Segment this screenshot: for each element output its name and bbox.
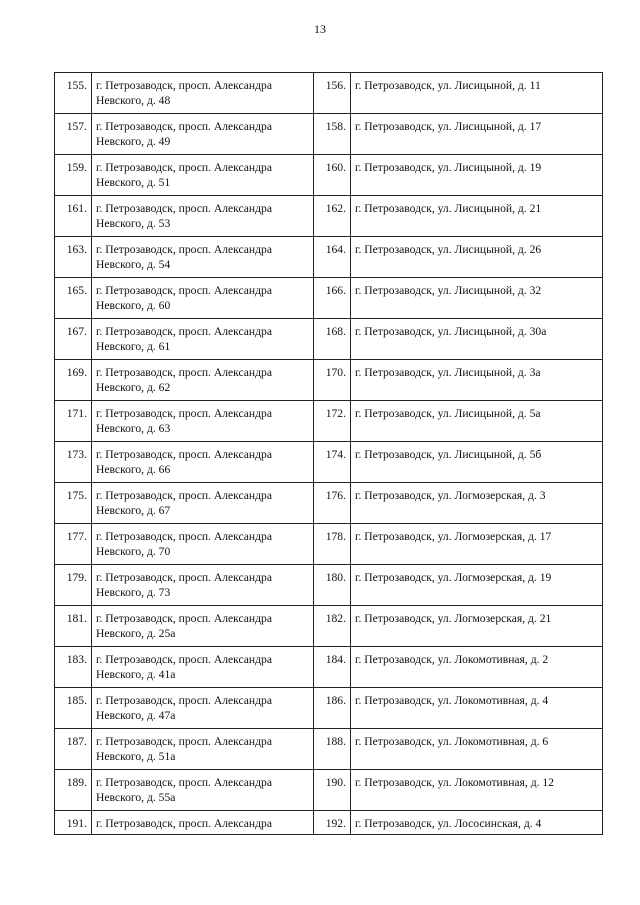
row-number-left: 155. [55,73,92,114]
row-number-right: 170. [314,360,351,401]
row-number-left: 169. [55,360,92,401]
table-row [55,483,603,524]
address-left: г. Петрозаводск, просп. Александра Невского, д. 62 [92,360,314,401]
address-left: г. Петрозаводск, просп. Александра Невского, д. 41а [92,647,314,688]
row-number-right: 192. [314,811,351,835]
row-number-left: 183. [55,647,92,688]
address-right: г. Петрозаводск, ул. Лисицыной, д. 32 [351,278,603,319]
row-number-right: 186. [314,688,351,729]
address-right: г. Петрозаводск, ул. Лисицыной, д. 11 [351,73,603,114]
address-right: г. Петрозаводск, ул. Логмозерская, д. 19 [351,565,603,606]
address-right: г. Петрозаводск, ул. Лисицыной, д. 26 [351,237,603,278]
row-number-left: 189. [55,770,92,811]
table-row [55,524,603,565]
address-left: г. Петрозаводск, просп. Александра Невского, д. 70 [92,524,314,565]
address-left: г. Петрозаводск, просп. Александра Невского, д. 60 [92,278,314,319]
row-number-right: 168. [314,319,351,360]
row-number-right: 178. [314,524,351,565]
table-row [55,811,603,835]
row-number-right: 172. [314,401,351,442]
row-number-right: 184. [314,647,351,688]
row-number-right: 162. [314,196,351,237]
address-left: г. Петрозаводск, просп. Александра Невского, д. 54 [92,237,314,278]
row-number-right: 166. [314,278,351,319]
address-right: г. Петрозаводск, ул. Логмозерская, д. 21 [351,606,603,647]
table-row [55,729,603,770]
address-right: г. Петрозаводск, ул. Локомотивная, д. 4 [351,688,603,729]
row-number-right: 182. [314,606,351,647]
address-right: г. Петрозаводск, ул. Лососинская, д. 4 [351,811,603,835]
address-left: г. Петрозаводск, просп. Александра Невского, д. 63 [92,401,314,442]
row-number-right: 180. [314,565,351,606]
table-row [55,606,603,647]
address-right: г. Петрозаводск, ул. Лисицыной, д. 30а [351,319,603,360]
address-right: г. Петрозаводск, ул. Лисицыной, д. 5а [351,401,603,442]
row-number-left: 175. [55,483,92,524]
address-table-body [55,73,603,835]
row-number-left: 187. [55,729,92,770]
table-row [55,237,603,278]
address-left: г. Петрозаводск, просп. Александра Невского, д. 49 [92,114,314,155]
row-number-left: 181. [55,606,92,647]
address-right: г. Петрозаводск, ул. Локомотивная, д. 6 [351,729,603,770]
row-number-left: 173. [55,442,92,483]
address-left: г. Петрозаводск, просп. Александра Невского, д. 25а [92,606,314,647]
address-left: г. Петрозаводск, просп. Александра Невского, д. 51а [92,729,314,770]
address-left: г. Петрозаводск, просп. Александра [92,811,314,835]
address-table [54,72,603,835]
address-left: г. Петрозаводск, просп. Александра Невского, д. 66 [92,442,314,483]
table-row [55,647,603,688]
address-right: г. Петрозаводск, ул. Логмозерская, д. 17 [351,524,603,565]
page-number: 13 [314,22,326,36]
row-number-right: 158. [314,114,351,155]
row-number-left: 179. [55,565,92,606]
table-row [55,278,603,319]
address-right: г. Петрозаводск, ул. Лисицыной, д. 5б [351,442,603,483]
row-number-left: 165. [55,278,92,319]
address-left: г. Петрозаводск, просп. Александра Невского, д. 73 [92,565,314,606]
row-number-right: 190. [314,770,351,811]
row-number-left: 171. [55,401,92,442]
address-right: г. Петрозаводск, ул. Локомотивная, д. 2 [351,647,603,688]
row-number-left: 159. [55,155,92,196]
table-row [55,196,603,237]
table-row [55,114,603,155]
table-row [55,442,603,483]
table-row [55,155,603,196]
row-number-left: 163. [55,237,92,278]
row-number-left: 191. [55,811,92,835]
row-number-right: 174. [314,442,351,483]
row-number-right: 188. [314,729,351,770]
address-left: г. Петрозаводск, просп. Александра Невского, д. 51 [92,155,314,196]
row-number-left: 161. [55,196,92,237]
address-left: г. Петрозаводск, просп. Александра Невского, д. 61 [92,319,314,360]
table-row [55,401,603,442]
row-number-left: 157. [55,114,92,155]
address-left: г. Петрозаводск, просп. Александра Невского, д. 67 [92,483,314,524]
table-row [55,73,603,114]
address-left: г. Петрозаводск, просп. Александра Невского, д. 48 [92,73,314,114]
table-row [55,319,603,360]
row-number-right: 156. [314,73,351,114]
row-number-right: 176. [314,483,351,524]
address-right: г. Петрозаводск, ул. Локомотивная, д. 12 [351,770,603,811]
address-right: г. Петрозаводск, ул. Логмозерская, д. 3 [351,483,603,524]
table-row [55,565,603,606]
table-row [55,360,603,401]
address-right: г. Петрозаводск, ул. Лисицыной, д. 19 [351,155,603,196]
row-number-left: 167. [55,319,92,360]
row-number-left: 185. [55,688,92,729]
row-number-right: 160. [314,155,351,196]
table-row [55,770,603,811]
address-right: г. Петрозаводск, ул. Лисицыной, д. 3а [351,360,603,401]
address-left: г. Петрозаводск, просп. Александра Невского, д. 55а [92,770,314,811]
address-left: г. Петрозаводск, просп. Александра Невского, д. 47а [92,688,314,729]
row-number-left: 177. [55,524,92,565]
address-left: г. Петрозаводск, просп. Александра Невского, д. 53 [92,196,314,237]
address-right: г. Петрозаводск, ул. Лисицыной, д. 17 [351,114,603,155]
row-number-right: 164. [314,237,351,278]
address-right: г. Петрозаводск, ул. Лисицыной, д. 21 [351,196,603,237]
table-row [55,688,603,729]
